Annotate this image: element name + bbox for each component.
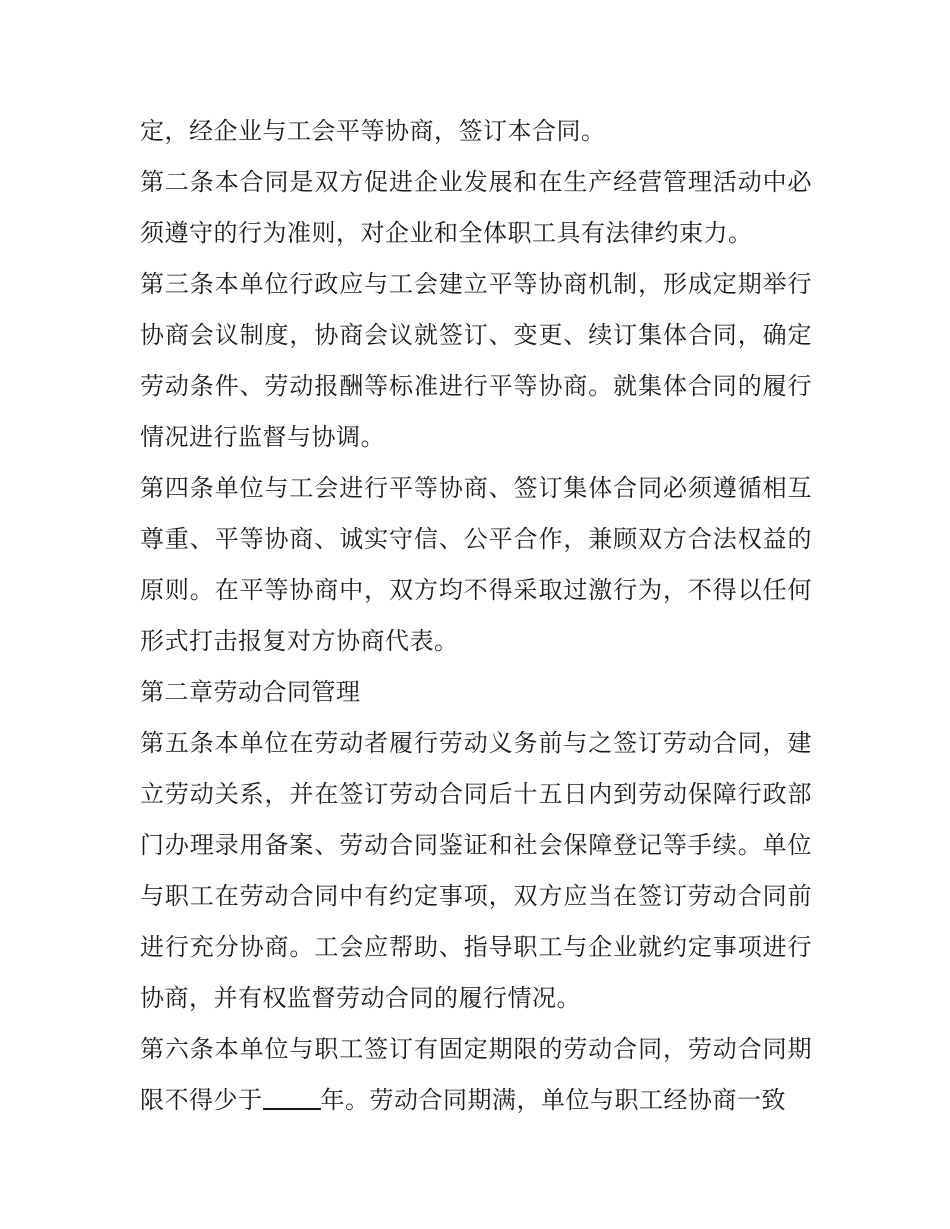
paragraph-article-2: 第二条本合同是双方促进企业发展和在生产经营管理活动中必须遵守的行为准则，对企业和全体职工具有法律约束力。 [140, 168, 812, 247]
paragraph-article-5: 第五条本单位在劳动者履行劳动义务前与之签订劳动合同，建立劳动关系，并在签订劳动合同后十五日内到劳动保障行政部门办理录用备案、劳动合同鉴证和社会保障登记等手续。单位与职工在劳动合同中有约定事项，双方应当在签订劳动合同前进行充分协商。工会应帮助、指导职工与企业就约定事项进行协商，并有权监督劳动合同的履行情况。 [140, 729, 812, 1012]
paragraph-contract-intro: 定，经企业与工会平等协商，签订本合同。 [140, 117, 606, 145]
paragraph-article-6 [140, 1024, 812, 1126]
chapter-heading-labor-contract: 第二章劳动合同管理 [140, 678, 361, 706]
paragraph-article-3: 第三条本单位行政应与工会建立平等协商机制，形成定期举行协商会议制度，协商会议就签订、变更、续订集体合同，确定劳动条件、劳动报酬等标准进行平等协商。就集体合同的履行情况进行监督与协调。 [140, 270, 812, 451]
article-6-text-before-blank: 第六条本单位与职工签订有固定期限的劳动合同，劳动合同期限不得少于 [140, 1035, 812, 1114]
paragraph-article-4: 第四条单位与工会进行平等协商、签订集体合同必须遵循相互尊重、平等协商、诚实守信、公平合作，兼顾双方合法权益的原则。在平等协商中，双方均不得采取过激行为，不得以任何形式打击报复对方协商代表。 [140, 474, 812, 655]
article-6-text-after-blank: 年。劳动合同期满，单位与职工经协商一致 [320, 1086, 786, 1114]
document-body [140, 106, 812, 1126]
fill-in-blank-years [263, 1080, 321, 1110]
